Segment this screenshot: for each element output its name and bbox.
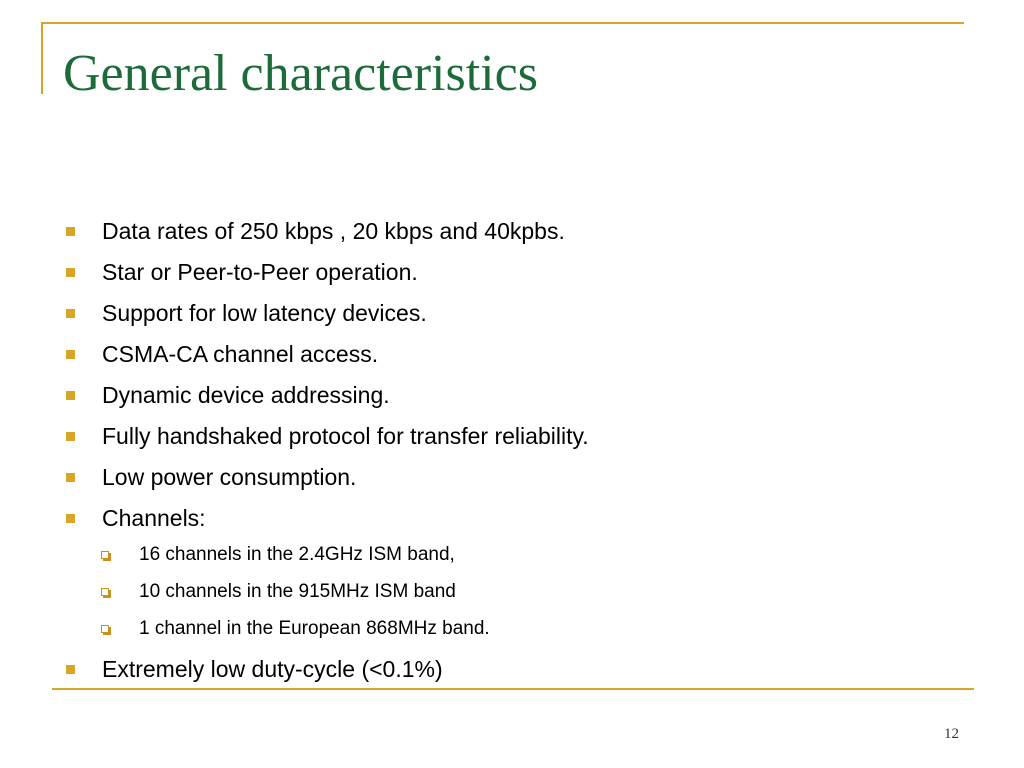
bullet-item-duty-cycle [102,655,443,683]
bullet-text: Channels: [102,505,206,531]
square-bullet-icon [66,514,75,523]
bullet-item-handshake [102,422,589,450]
bullet-item-star-peer [102,258,418,286]
bullet-text: Low power consumption. [102,464,357,490]
square-bullet-icon [66,391,75,400]
sub-bullet-text: 1 channel in the European 868MHz band. [139,618,490,639]
bullet-text: CSMA-CA channel access. [102,341,379,367]
square-bullet-icon [66,473,75,482]
bullet-text: Star or Peer-to-Peer operation. [102,259,418,285]
sub-bullet-item-868mhz [139,617,490,641]
square-bullet-icon [66,227,75,236]
sub-bullet-text: 16 channels in the 2.4GHz ISM band, [139,544,455,565]
bullet-text: Fully handshaked protocol for transfer reliability. [102,423,589,449]
bullet-item-data-rates [102,217,565,245]
sub-bullet-text: 10 channels in the 915MHz ISM band [139,581,456,602]
sub-bullet-item-2-4ghz [139,543,455,567]
left-rule [41,22,43,94]
slide-title: General characteristics [63,45,538,102]
hollow-square-bullet-icon [101,625,109,633]
square-bullet-icon [66,350,75,359]
bullet-item-csma-ca [102,340,378,368]
bullet-item-low-latency [102,299,427,327]
bottom-rule [52,688,974,690]
bullet-text: Data rates of 250 kbps , 20 kbps and 40kpbs. [102,218,565,244]
square-bullet-icon [66,309,75,318]
square-bullet-icon [66,432,75,441]
page-number: 12 [944,726,959,742]
bullet-item-channels [102,504,206,532]
sub-bullet-item-915mhz [139,580,456,604]
bullet-item-low-power [102,463,356,491]
square-bullet-icon [66,268,75,277]
hollow-square-bullet-icon [101,551,109,559]
bullet-text: Extremely low duty-cycle (<0.1%) [102,656,443,682]
bullet-text: Support for low latency devices. [102,300,427,326]
top-rule [41,22,964,24]
hollow-square-bullet-icon [101,588,109,596]
bullet-text: Dynamic device addressing. [102,382,390,408]
bullet-item-addressing [102,381,390,409]
square-bullet-icon [66,665,75,674]
